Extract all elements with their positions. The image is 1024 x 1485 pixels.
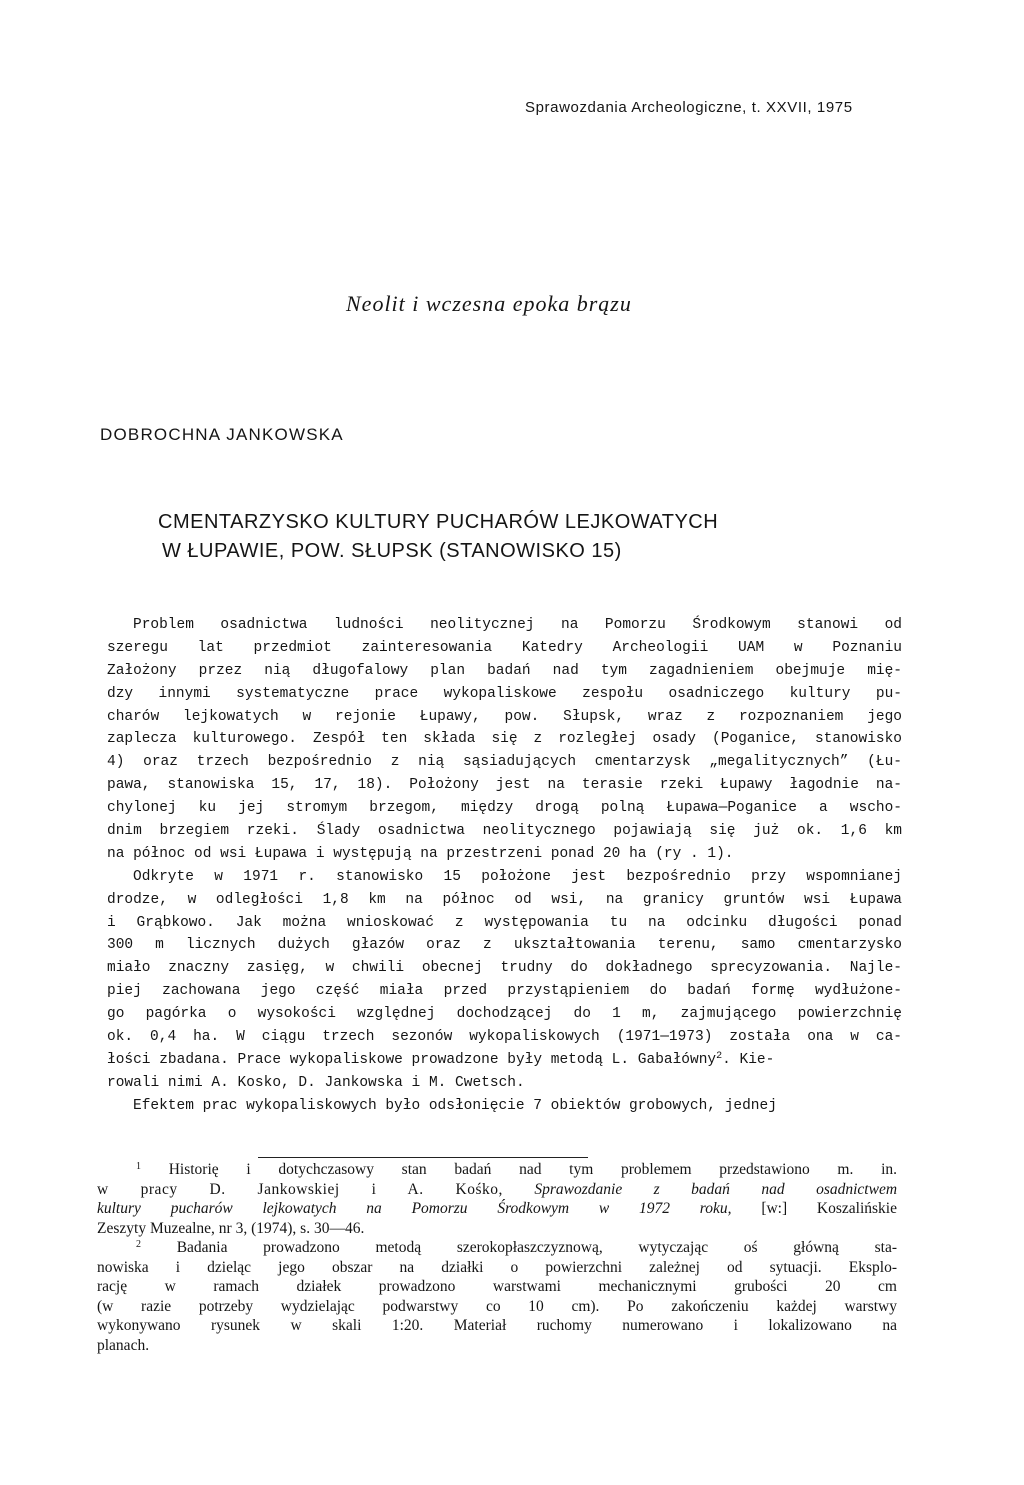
body-line: chylonej ku jej stromym brzegom, między drogą polną Łupawa—Poganice a wscho- (107, 800, 902, 817)
footnote-1-line (97, 1180, 897, 1200)
body-line: Odkryte w 1971 r. stanowisko 15 położone jest bezpośrednio przy wspomnianej (133, 868, 902, 885)
body-line: 300 m licznych dużych głazów oraz z ukształtowania terenu, samo cmentarzysko (107, 937, 902, 954)
body-line: ok. 0,4 ha. W ciągu trzech sezonów wykopaliskowych (1971—1973) została ona w ca- (107, 1029, 902, 1046)
author-name: DOBROCHNA JANKOWSKA (100, 425, 344, 444)
footnote-2-text: Badania prowadzono metodą szerokopłaszczyznową, wytyczając oś główną sta- (176, 1239, 898, 1256)
body-text (107, 614, 902, 1118)
footnote-2-line (97, 1238, 897, 1258)
body-line: pawa, stanowiska 15, 17, 18). Położony jest na terasie rzeki Łupawy łagodnie na- (107, 777, 902, 794)
footnote-2-number: 2 (136, 1239, 141, 1250)
article-title-line: CMENTARZYSKO KULTURY PUCHARÓW LEJKOWATYCH (158, 511, 719, 533)
body-line: charów lejkowatych w rejonie Łupawy, pow. Słupsk, wraz z rozpoznaniem jego (107, 708, 902, 725)
footnote-separator (258, 1157, 588, 1158)
body-line: dnim brzegiem rzeki. Ślady osadnictwa neolitycznego pojawiają się już ok. 1,6 km (107, 823, 902, 840)
body-line: go pagórka o wysokości względnej dochodzącej do 1 m, zajmującego powierzchnię (107, 1006, 902, 1023)
body-line: rowali nimi A. Kosko, D. Jankowska i M. Cwetsch. (107, 1074, 525, 1091)
body-line-text: łości zbadana. Prace wykopaliskowe prowadzone były metodą L. Gabałówny (107, 1051, 717, 1068)
footnote-2-line: nowiska i dzieląc jego obszar na działki o powierzchni zależnej od sytuacji. Eksplo- (97, 1258, 897, 1276)
body-line: drodze, w odległości 1,8 km na północ od wsi, na granicy gruntów wsi Łupawa (107, 891, 902, 908)
footnote-1-text: [w:] Koszalińskie (731, 1200, 897, 1217)
body-line: piej zachowana jego część miała przed przystąpieniem do badań formę wydłużone- (107, 983, 902, 1000)
footnote-1-text: Historię i dotychczasowy stan badań nad tym problemem przedstawiono m. in. (168, 1161, 897, 1178)
section-title: Neolit i wczesna epoka brązu (346, 291, 632, 316)
body-line: Efektem prac wykopaliskowych było odsłonięcie 7 obiektów grobowych, jednej (133, 1097, 777, 1114)
running-header: Sprawozdania Archeologiczne, t. XXVII, 1975 (525, 99, 853, 116)
footnote-2-line: wykonywano rysunek w skali 1:20. Materiał ruchomy numerowano i lokalizowano na (97, 1317, 897, 1334)
body-line: miało znaczny zasięg, w chwili obecnej trudny do dokładnego sprecyzowania. Najle- (107, 960, 902, 977)
footnote-ref-2[interactable]: 2 (716, 1050, 723, 1062)
footnote-1-italic: kultury pucharów lejkowatych na Pomorzu Środkowym w 1972 roku, (97, 1200, 732, 1217)
footnote-2-line: (w razie potrzeby wydzielając podwarstwy co 10 cm). Po zakończeniu każdej warstwy (97, 1297, 897, 1315)
body-line: na północ od wsi Łupawa i występują na przestrzeni ponad 20 ha (ry . 1). (107, 845, 734, 862)
article-title (158, 508, 878, 566)
body-line: 4) oraz trzech bezpośrednio z nią sąsiadujących cmentarzysk „megalitycznych” (Łu- (107, 754, 902, 771)
footnote-2-line: rację w ramach działek prowadzono warstwami mechanicznymi grubości 20 cm (97, 1278, 897, 1295)
body-line: i Grąbkowo. Jak można wnioskować z występowania tu na odcinku długości ponad (107, 914, 902, 931)
footnote-1-italic: Sprawozdanie z badań nad osadnictwem (534, 1180, 898, 1198)
body-line: Założony przez nią długofalowy plan badań nad tym zagadnieniem obejmuje mię- (107, 662, 902, 679)
body-line: dzy innymi systematyczne prace wykopaliskowe zespołu osadniczego kultury pu- (107, 685, 902, 702)
footnote-1-number: 1 (136, 1161, 141, 1172)
footnote-2-line: planach. (97, 1336, 150, 1354)
body-line: szeregu lat przedmiot zainteresowania Katedry Archeologii UAM w Poznaniu (107, 639, 902, 656)
article-title-line: W ŁUPAWIE, POW. SŁUPSK (STANOWISKO 15) (162, 540, 622, 562)
footnotes (97, 1160, 897, 1355)
footnote-1-line (97, 1160, 897, 1180)
footnote-1-line (97, 1199, 897, 1219)
footnote-1-line: Zeszyty Muzealne, nr 3, (1974), s. 30—46. (97, 1219, 365, 1237)
body-line: zaplecza kulturowego. Zespół ten składa się z rozległej osady (Poganice, stanowisko (107, 731, 902, 748)
body-line: Problem osadnictwa ludności neolitycznej na Pomorzu Środkowym stanowi od (133, 617, 902, 633)
footnote-1-text: w pracy D. Jankowskiej i A. Kośko, (97, 1180, 503, 1198)
body-line (107, 1049, 902, 1072)
body-line-tail: . Kie- (722, 1051, 775, 1068)
